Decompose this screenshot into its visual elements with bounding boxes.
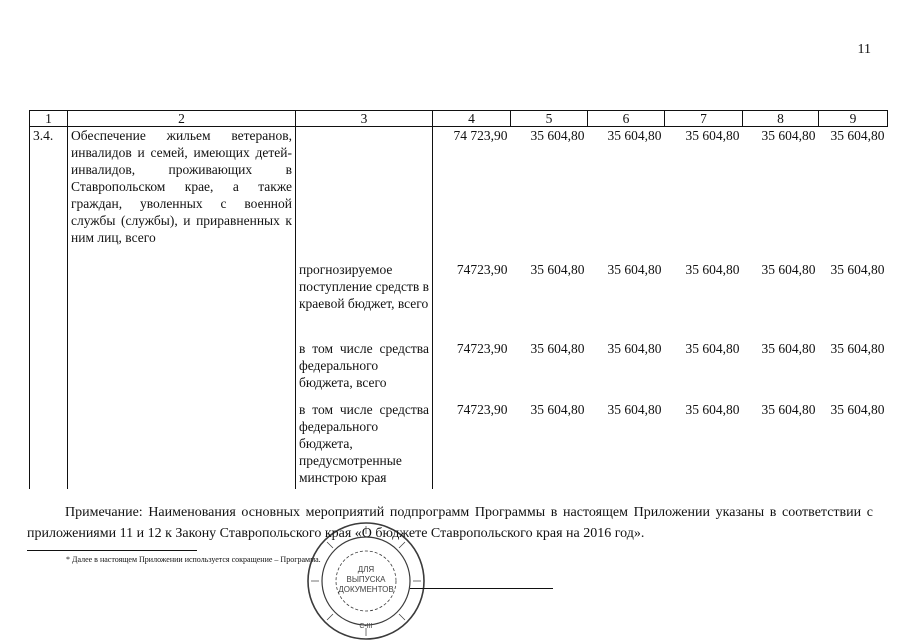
table-row: [30, 127, 888, 261]
page-number: 11: [857, 42, 871, 57]
value-cell: 35 604,80: [830, 128, 885, 143]
value-cell: 35 604,80: [607, 261, 662, 277]
value-cell: 74723,90: [456, 340, 508, 356]
col-header-9: 9: [819, 111, 888, 127]
seal-stamp: [305, 520, 427, 642]
value-cell: 35 604,80: [761, 340, 816, 356]
value-cell: 35 604,80: [685, 128, 740, 143]
col-header-4: 4: [433, 111, 511, 127]
value-cell: 35 604,80: [607, 340, 662, 356]
value-cell: 35 604,80: [685, 401, 740, 417]
value-cell: 35 604,80: [761, 261, 816, 277]
header-row: [30, 111, 888, 127]
subrow-label: в том числе средства федерального бюджета, предусмотренные минстрою края: [296, 401, 433, 489]
footnote-divider: [27, 550, 197, 551]
value-cell: 74 723,90: [453, 128, 508, 143]
value-cell: 74723,90: [456, 261, 508, 277]
col-header-5: 5: [511, 111, 588, 127]
value-cell: 35 604,80: [607, 128, 662, 143]
row-description: Обеспечение жильем ветеранов, инвалидов и семей, имеющих детей-инвалидов, проживающих в Ставропольском крае, а также граждан, уволенных с военной службы (службы), и приравненных к ним лиц, всего: [68, 127, 296, 489]
value-cell: 35 604,80: [530, 128, 585, 143]
value-cell: 74723,90: [456, 401, 508, 417]
value-cell: 35 604,80: [607, 401, 662, 417]
budget-table: [29, 110, 888, 489]
value-cell: 35 604,80: [830, 340, 885, 356]
stamp-bottom-text: С-III: [359, 623, 373, 630]
value-cell: 35 604,80: [530, 261, 585, 277]
col-header-8: 8: [743, 111, 819, 127]
stamp-center-text: ДЛЯ ВЫПУСКА ДОКУМЕНТОВ: [338, 565, 394, 594]
row-number: 3.4.: [30, 127, 68, 489]
value-cell: 35 604,80: [530, 340, 585, 356]
value-cell: 35 604,80: [530, 401, 585, 417]
col-header-6: 6: [588, 111, 665, 127]
row-label-empty: [296, 127, 433, 261]
value-cell: 35 604,80: [761, 401, 816, 417]
col-header-2: 2: [68, 111, 296, 127]
col-header-7: 7: [665, 111, 743, 127]
subrow-label: в том числе средства федерального бюджета, всего: [296, 340, 433, 401]
value-cell: 35 604,80: [830, 401, 885, 417]
footnote: * Далее в настоящем Приложении используется сокращение – Программа.: [66, 555, 321, 564]
value-cell: 35 604,80: [761, 128, 816, 143]
value-cell: 35 604,80: [685, 340, 740, 356]
note-paragraph: Примечание: Наименования основных мероприятий подпрограмм Программы в настоящем Приложении указаны в соответствии с приложениями 11 и 12 к Закону Ставропольского края «О бюджете Ставропольского края на 2016 год».: [27, 505, 873, 541]
col-header-1: 1: [30, 111, 68, 127]
value-cell: 35 604,80: [685, 261, 740, 277]
subrow-label: прогнозируемое поступление средств в краевой бюджет, всего: [296, 261, 433, 340]
value-cell: 35 604,80: [830, 261, 885, 277]
signature-line: [410, 588, 553, 589]
col-header-3: 3: [296, 111, 433, 127]
